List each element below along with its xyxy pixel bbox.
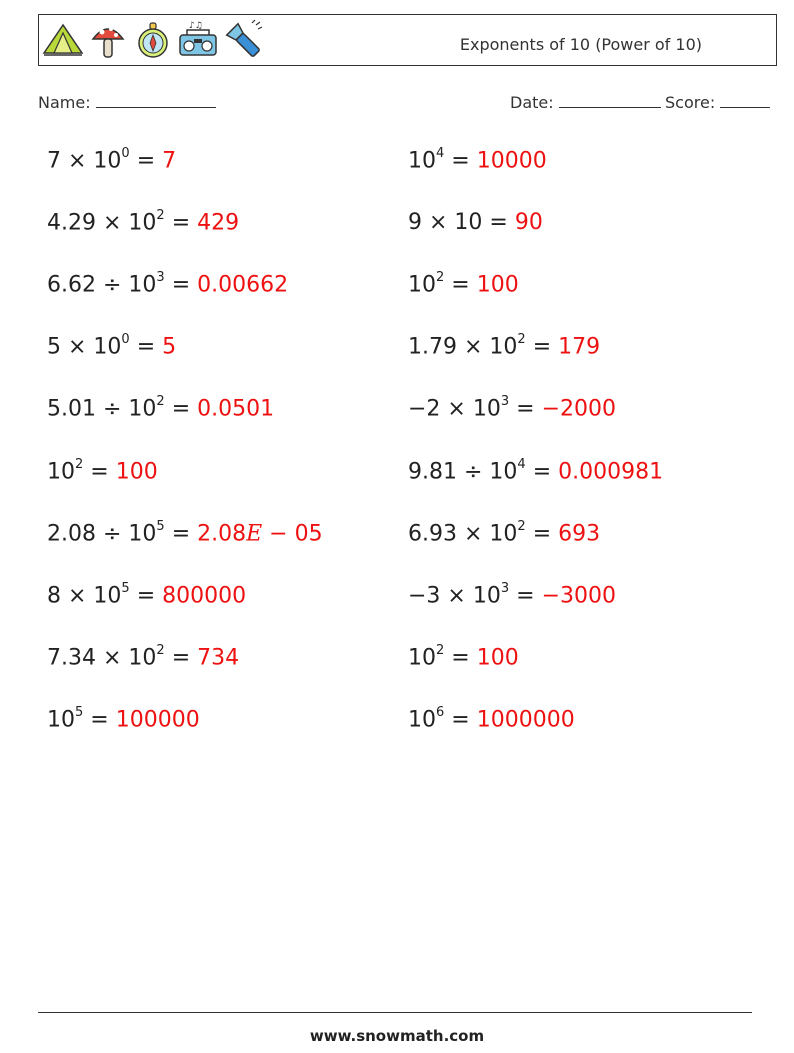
question-base: 5 × 10 (47, 334, 122, 360)
problem-item (47, 396, 274, 421)
question-exponent: 2 (156, 208, 165, 223)
question-exponent: 0 (121, 146, 130, 161)
equals-sign: = (451, 645, 470, 671)
answer-value: 734 (197, 645, 240, 671)
question-exponent: 2 (436, 643, 445, 658)
equals-sign: = (532, 521, 552, 547)
answer-value (197, 521, 322, 546)
question-exponent: 5 (75, 705, 84, 720)
equals-sign: = (451, 148, 470, 174)
problem-item (408, 521, 600, 546)
compass-icon (132, 19, 174, 61)
problem-item (47, 707, 200, 732)
question-exponent: 2 (517, 332, 526, 347)
answer-value: 179 (558, 334, 601, 360)
answer-value: 0.0501 (197, 396, 275, 422)
equals-sign: = (136, 583, 156, 609)
question-base: 9.81 ÷ 10 (408, 459, 518, 485)
problem-item (408, 334, 600, 359)
answer-value: 100 (115, 459, 158, 485)
problem-item (47, 272, 288, 297)
footer-divider (38, 1012, 752, 1013)
answer-value: 100 (476, 272, 519, 298)
name-label: Name: (38, 93, 91, 112)
answer-value: 0.000981 (558, 459, 664, 485)
equals-sign: = (451, 707, 470, 733)
worksheet-header (38, 14, 777, 66)
question-base: 9 × 10 (408, 210, 483, 235)
answer-value: 5 (162, 334, 177, 360)
equals-sign: = (451, 272, 470, 298)
date-field[interactable] (510, 93, 661, 112)
date-label: Date: (510, 93, 554, 112)
question-exponent: 6 (436, 705, 445, 720)
worksheet-title: Exponents of 10 (Power of 10) (459, 35, 702, 54)
equals-sign: = (171, 272, 191, 298)
answer-value: 7 (162, 148, 177, 174)
question-base: 5.01 ÷ 10 (47, 396, 157, 422)
problem-item (47, 459, 158, 484)
question-base: 1.79 × 10 (408, 334, 518, 360)
equals-sign: = (171, 210, 191, 236)
question-exponent: 4 (436, 146, 445, 161)
answer-value: 100000 (115, 707, 200, 733)
question-base: 8 × 10 (47, 583, 122, 609)
date-blank[interactable] (559, 93, 661, 108)
answer-value: 100 (476, 645, 519, 671)
problem-item (47, 645, 239, 670)
question-base: −3 × 10 (408, 583, 501, 609)
equals-sign: = (489, 210, 508, 235)
equals-sign: = (516, 583, 535, 609)
answer-value: 1000000 (476, 707, 575, 733)
question-base: 10 (47, 459, 75, 485)
question-base: 6.93 × 10 (408, 521, 518, 547)
score-field[interactable] (665, 93, 770, 112)
problem-item (408, 459, 663, 484)
question-exponent: 3 (500, 394, 510, 409)
answer-value: −2000 (541, 396, 616, 422)
question-exponent: 5 (121, 581, 130, 596)
question-base: −2 × 10 (408, 396, 501, 422)
problem-item (408, 645, 519, 670)
answer-value: 429 (197, 210, 240, 236)
footer-url: www.snowmath.com (309, 1027, 485, 1045)
question-base: 2.08 ÷ 10 (47, 521, 157, 547)
question-exponent: 2 (436, 270, 445, 285)
question-base: 10 (408, 272, 436, 298)
problem-item (47, 583, 246, 608)
problem-item (408, 210, 543, 235)
svg-text:♪♫: ♪♫ (189, 21, 203, 31)
question-exponent: 5 (156, 519, 165, 534)
equals-sign: = (136, 334, 156, 360)
question-exponent: 3 (500, 581, 510, 596)
equals-sign: = (532, 334, 552, 360)
equals-sign: = (532, 459, 552, 485)
question-exponent: 2 (156, 394, 165, 409)
problem-item (408, 272, 519, 297)
question-base: 4.29 × 10 (47, 210, 157, 236)
name-field[interactable] (38, 93, 216, 112)
question-base: 6.62 ÷ 10 (47, 272, 157, 298)
score-label: Score: (665, 93, 716, 112)
problem-item (408, 148, 547, 173)
tent-icon (42, 19, 84, 61)
name-blank[interactable] (96, 93, 216, 108)
answer-value: 10000 (476, 148, 547, 174)
equals-sign: = (136, 148, 156, 174)
question-exponent: 2 (156, 643, 165, 658)
question-base: 10 (408, 645, 436, 671)
equals-sign: = (171, 396, 191, 422)
problem-item (408, 707, 575, 732)
question-exponent: 3 (156, 270, 165, 285)
mushroom-icon (87, 19, 129, 61)
problem-item (47, 148, 176, 173)
question-exponent: 2 (75, 457, 84, 472)
question-exponent: 2 (517, 519, 526, 534)
equals-sign: = (171, 521, 191, 547)
equals-sign: = (90, 707, 109, 733)
question-base: 10 (408, 148, 436, 174)
problem-item (408, 396, 616, 421)
problem-item (47, 521, 323, 546)
answer-value: −3000 (541, 583, 616, 609)
flashlight-icon (222, 19, 264, 61)
question-base: 10 (47, 707, 75, 733)
equals-sign: = (171, 645, 191, 671)
problem-item (47, 334, 176, 359)
answer-mantissa: 2.08 (197, 521, 247, 547)
question-base: 10 (408, 707, 436, 733)
question-base: 7 × 10 (47, 148, 122, 174)
problem-item (408, 583, 616, 608)
question-exponent: 4 (517, 457, 526, 472)
question-base: 7.34 × 10 (47, 645, 157, 671)
equals-sign: = (516, 396, 535, 422)
answer-e-notation: E (246, 521, 263, 547)
answer-value: 0.00662 (197, 272, 289, 298)
answer-exponent: − 05 (262, 521, 323, 547)
equals-sign: = (90, 459, 109, 485)
answer-value: 800000 (162, 583, 247, 609)
problem-item (47, 210, 239, 235)
answer-value: 693 (558, 521, 601, 547)
answer-value: 90 (514, 210, 543, 235)
boombox-icon (177, 19, 219, 61)
question-exponent: 0 (121, 332, 130, 347)
score-blank[interactable] (720, 93, 770, 108)
